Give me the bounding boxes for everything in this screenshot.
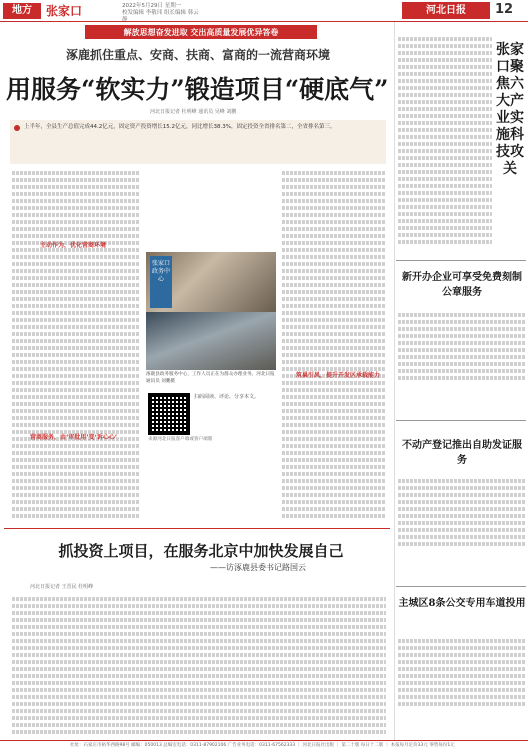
section-label: 地方 [3, 3, 41, 19]
qr-code-icon[interactable] [148, 393, 190, 435]
story-divider [4, 528, 390, 529]
issue-meta [122, 3, 202, 24]
bullet-icon [14, 125, 20, 131]
photo-caption: 涿鹿县政务服务中心，工作人员正在为群众办理业务。河北日报通讯员 刘鹏摄 [146, 372, 275, 384]
lead-summary [10, 120, 386, 164]
issue-editors: 校发编辑 李敬玮 组长编辑 韩云静 [122, 10, 199, 23]
right-body-4 [398, 636, 526, 736]
second-headline: 抓投资上项目，在服务北京中加快发展自己 [58, 542, 344, 560]
page-number: 12 [495, 2, 514, 17]
lead-subhead-2: 营商服务，由‘审批用’变‘诉心心’ [30, 434, 118, 441]
qr-hint: 来源河北日报客户端或客户端版 [148, 437, 213, 442]
second-subtitle: ——访涿鹿县委书记路国云 [210, 563, 306, 572]
page-header [0, 0, 528, 22]
lead-body-col1 [12, 168, 140, 518]
second-byline: 河北日报记者 王晋民 杜明峰 [30, 584, 94, 590]
second-body [12, 594, 386, 734]
lead-headline: 用服务“软实力”锻造项目“硬底气” [6, 75, 389, 104]
right-body-1 [398, 34, 492, 248]
story2-headline: 新开办企业可享受免费刻制公章服务 [402, 272, 522, 298]
lead-body-col3 [282, 168, 386, 518]
qr-text: 扫码阅读、评论、分享本文。 [194, 394, 260, 400]
page-footer: 社址：石家庄市裕华西路98号 邮编：050013 总编室电话：0311-87902106 广告业务电话：0311-67562333 ｜ 河北日报社出版 ｜ 第二十版 每日十二版 ｜ 本报每月定价33元 零售每份1元 [0, 740, 528, 750]
region-label: 张家口 [46, 4, 83, 18]
lead-subhead-1: 主动作为，优化营商环境 [40, 242, 107, 249]
right-body-2 [398, 310, 526, 414]
news-photo-lower [146, 312, 276, 370]
lead-subhead-3: 筑巢引凤，提升开发区承载能力 [296, 372, 381, 379]
summary-text: 上半年，全县生产总值完成44.2亿元，固定资产投资增长15.2亿元，同比增长38.3%，固定投资全省排名第二，全省排名第三。 [24, 124, 336, 130]
lead-byline: 河北日报记者 杜明峰 通讯员 吴峰 刘鹏 [150, 109, 237, 115]
story3-headline: 不动产登记推出自助发证服务 [402, 440, 522, 466]
issue-date: 2022年5月29日 星期一 [122, 3, 182, 9]
right-divider-2 [396, 420, 526, 421]
lead-kicker: 涿鹿抓住重点、安商、扶商、富商的一流营商环境 [65, 48, 330, 62]
right-divider-1 [396, 260, 526, 261]
story4-headline: 主城区8条公交专用车道投用 [398, 598, 526, 609]
photo-sign: 张家口政务中心 [150, 256, 172, 308]
theme-banner: 解放思想奋发进取 交出高质量发展优异答卷 [85, 25, 317, 39]
masthead-logo: 河北日报 [402, 2, 490, 19]
right-vertical-headline: 张家口聚焦六大产业实施科技攻关 [496, 42, 524, 177]
right-divider-3 [396, 586, 526, 587]
right-body-3 [398, 476, 526, 580]
